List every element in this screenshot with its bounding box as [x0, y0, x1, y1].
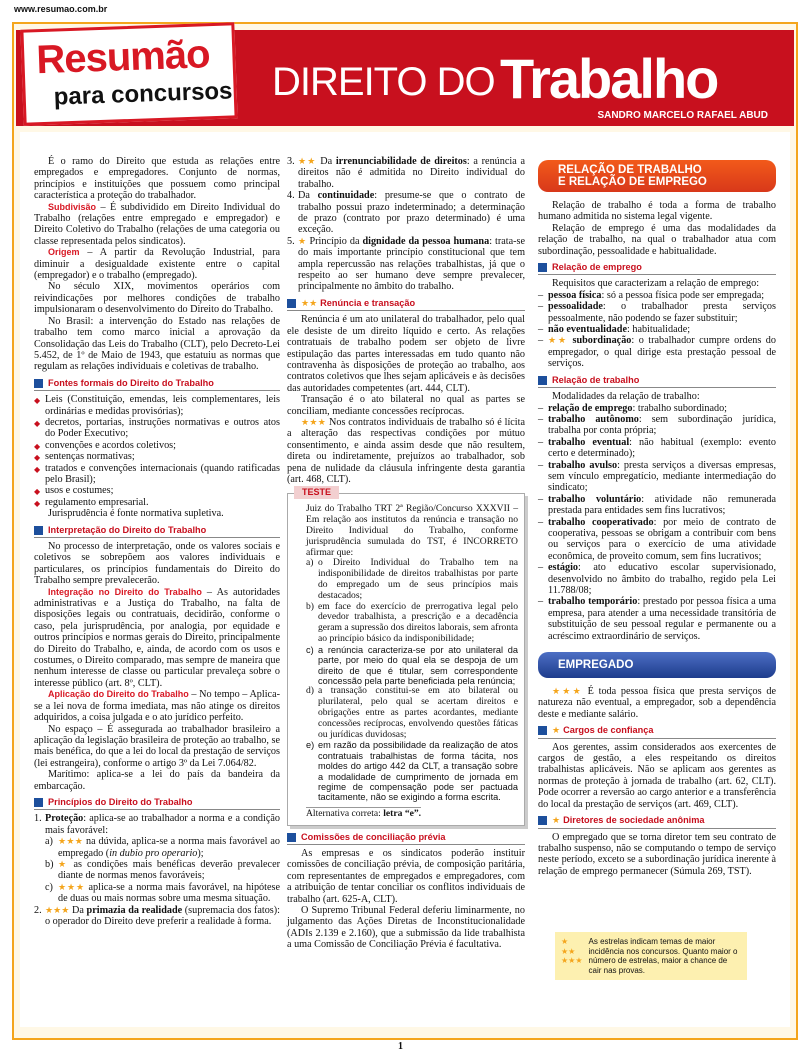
transacao-paragraph: Transação é o ato bilateral no qual as partes se conciliam, mediante concessões recíprocas. [287, 394, 525, 417]
section-square-icon [287, 833, 296, 842]
principle-term: dignidade da pessoa humana [362, 235, 490, 247]
section-header-relacao-emprego [538, 262, 776, 275]
list-item: – trabalho voluntário: atividade não remunerada prestada para entidades sem fins lucrativos; [538, 493, 776, 517]
column-2 [287, 156, 525, 951]
diamond-bullet-icon: ◆ [34, 396, 41, 406]
section-square-icon [538, 726, 547, 735]
brand-logo [20, 22, 237, 125]
list-desc: : trabalho subordinado; [632, 402, 727, 414]
section-square-icon [287, 299, 296, 308]
two-stars-icon: ★★ [548, 335, 569, 346]
three-stars-icon: ★★★ [45, 904, 70, 915]
principle-term: continuidade [317, 190, 375, 202]
list-desc: : atividade não remunerada prestada para entidades sem fins lucrativos; [548, 493, 776, 517]
list-item [34, 440, 280, 451]
principle-pre: Da [298, 190, 318, 202]
section-title: Comissões de conciliação prévia [301, 831, 446, 842]
site-url: www.resumao.com.br [14, 4, 108, 14]
section-title: Relação de emprego [552, 262, 642, 273]
principle-pre: Da [69, 904, 87, 916]
list-item: – trabalho avulso: presta serviços a diversas empresas, sem vínculo empregatício, mediante intermediação do sindicato; [538, 459, 776, 494]
origem-lead: Origem [48, 247, 80, 258]
principle-term: Proteção [45, 813, 84, 825]
one-star-icon: ★ [298, 235, 307, 246]
aplicacao-text: – No tempo – Aplica-se a lei nova de forma imediata, mas não atinge os direitos adquiridos, a coisa julgada e o ato jurídico perfeito. [34, 689, 280, 724]
list-item: – trabalho eventual: não habitual (exemplo: evento certo e determinado); [538, 436, 776, 460]
test-option [306, 686, 518, 740]
list-term: estágio [548, 562, 578, 574]
column-3 [538, 154, 776, 877]
logo-line2: para concursos [53, 77, 233, 111]
diamond-bullet-icon: ◆ [34, 441, 41, 451]
list-item-text: tratados e convenções internacionais (quando ratificadas pelo Brasil); [45, 462, 280, 485]
diamond-bullet-icon: ◆ [34, 418, 41, 428]
list-desc: : ato educativo escolar supervisionado, desenvolvido no âmbito do trabalho, regido pela Lei 11.788/08; [548, 562, 776, 596]
seculo-paragraph: No século XIX, movimentos operários com reivindicações por melhores condições de trabalho impulsionaram o desenvolvimento do Direito do Trabalho. [34, 281, 280, 316]
list-item-text: convenções e acordos coletivos; [45, 439, 176, 451]
option-letter: a) [306, 557, 314, 569]
list-desc: : sem subordinação jurídica, trabalha por conta própria; [548, 413, 776, 437]
title-part2: Trabalho [500, 47, 718, 110]
item-number: 4. [287, 190, 295, 202]
test-option [306, 602, 518, 645]
section-header-principios [34, 797, 280, 810]
section-square-icon [34, 379, 43, 388]
list-item-text: usos e costumes; [45, 485, 114, 497]
section-square-icon [34, 798, 43, 807]
principle-irrenunciabilidade [287, 156, 525, 190]
title-part1: DIREITO DO [272, 60, 495, 104]
section-title: Interpretação do Direito do Trabalho [48, 524, 207, 535]
list-item [34, 463, 280, 486]
principle-text: : presume-se que o contrato de trabalho possui prazo indeterminado; a determinação de prazo (contrato por prazo determinado) é uma exceção. [298, 190, 525, 236]
empregado-text: É toda pessoa física que presta serviços de natureza não eventual, a empregador, sob a dependência deste e mediante salário. [538, 686, 776, 720]
test-question: Juiz do Trabalho TRT 2ª Região/Concurso XXXVII – Em relação aos institutos da renúncia e transação no Direito Individual do Trabalho, conforme jurisprudência sumulada do TST, é INCORRETO afirmar que: [306, 503, 518, 558]
banner-empregado: EMPREGADO [538, 652, 776, 678]
list-desc: : presta serviços a diversas empresas, sem vínculo empregatício, mediante intermediação do sindicato; [548, 459, 776, 494]
relacao-emprego-paragraph: Relação de emprego é uma das modalidades da relação de trabalho, na qual o trabalhador atua com subordinação, pessoalidade e habitualidade. [538, 222, 776, 257]
comissoes-paragraph: As empresas e os sindicatos poderão instituir comissões de conciliação prévia, de composição paritária, com representantes de empregados e empregadores, com a atribuição de tentar conciliar os conflitos individuais de trabalho (art. 625-A, CLT). [287, 847, 525, 905]
nulidade-text: Nos contratos individuais de trabalho só é lícita a alteração das respectivas condições por mútuo consentimento, e ainda assim desde que não resultem, direta ou indiretamente, prejuízos ao trabalhador, sob pena de nulidade da cláusula infringente desta garantia (art. 468, CLT). [287, 416, 525, 485]
list-item [34, 451, 280, 462]
option-letter: b) [306, 600, 314, 612]
list-term: trabalho eventual [548, 436, 630, 448]
diamond-bullet-icon: ◆ [34, 453, 41, 463]
principle-text: : a renúncia a direitos não é admitida no Direito individual do trabalho. [298, 156, 525, 190]
page-content [20, 132, 790, 1027]
latin-phrase: in dubio pro operario [109, 847, 198, 859]
section-header-diretores [538, 815, 776, 828]
option-letter: d) [306, 685, 314, 697]
aplicacao-lead: Aplicação do Direito do Trabalho [48, 689, 189, 700]
diamond-bullet-icon: ◆ [34, 487, 41, 497]
integracao-paragraph [34, 587, 280, 690]
test-option [306, 740, 518, 802]
section-square-icon [538, 816, 547, 825]
answer-value: letra “e”. [383, 807, 422, 819]
list-item: – não eventualidade: habitualidade; [538, 324, 691, 336]
logo-line1: Resumão [35, 32, 211, 83]
item-number: 5. [287, 235, 295, 247]
item-number: 2. [34, 904, 42, 916]
test-option [306, 645, 518, 687]
section-header-renuncia [287, 298, 525, 311]
renuncia-paragraph: Renúncia é um ato unilateral do trabalhador, pelo qual ele desiste de um direito líquido e certo. As relações contratuais de trabalho podem ser objeto de livre estipulação das partes interessadas em tudo quanto não contravenha às disposições de proteção ao trabalho, aos contratos coletivos que lhes sejam aplicáveis e às decisões das autoridades competentes (art. 444, CLT). [287, 314, 525, 394]
subitem-text-end: ); [197, 847, 204, 859]
list-item: – relação de emprego: trabalho subordinado; [538, 402, 727, 414]
requisitos-intro: Requisitos que caracterizam a relação de emprego: [552, 278, 760, 290]
list-item-text: regulamento empresarial. [45, 496, 149, 508]
page-number: 1 [398, 1041, 403, 1052]
list-item-text: Leis (Constituição, emendas, leis complementares, leis ordinárias e medidas provisórias); [45, 394, 280, 417]
one-star-icon: ★ [552, 815, 561, 826]
diamond-bullet-icon: ◆ [34, 498, 41, 508]
two-stars-icon: ★★ [298, 156, 317, 166]
option-letter: e) [306, 740, 315, 751]
list-desc: : só a pessoa física pode ser empregada; [601, 289, 765, 301]
list-desc: : não habitual (exemplo: evento certo e determinado); [548, 436, 776, 460]
list-term: trabalho voluntário [548, 493, 642, 505]
relacao-trabalho-paragraph: Relação de trabalho é toda a forma de trabalho humano admitida no sistema legal vigente. [538, 200, 776, 223]
origem-paragraph [34, 247, 280, 281]
list-item-text: sentenças normativas; [45, 451, 135, 463]
list-term: trabalho avulso [548, 459, 618, 471]
list-term: trabalho autônomo [548, 413, 639, 425]
three-stars-icon: ★★★ [552, 686, 583, 697]
empregado-paragraph [538, 686, 776, 720]
brasil-paragraph: No Brasil: a intervenção do Estado nas relações de trabalho tem como marco inicial a aprovação da Consolidação das Leis do Trabalho (CLT), pelo Decreto-Lei 5.452, de 1º de Maio de 1943, que estatuiu as normas que regulam as relações individuais e coletivas de trabalho. [34, 315, 280, 373]
list-desc: : por meio de contrato de cooperativa, pessoas se obrigam a contribuir com bens ou serviços para o exercício de uma atividade econômica, de proveito comum, sem fins lucrativos; [548, 516, 776, 562]
column-1 [34, 156, 280, 927]
principle-dignidade [287, 236, 525, 293]
integracao-lead: Integração no Direito do Trabalho [48, 586, 202, 597]
section-header-interpretacao [34, 525, 280, 538]
subdivisao-text: – É subdividido em Direito Individual do Trabalho (relações entre empregado e empregador) e Direito Coletivo do Trabalho (relações de uma categoria ou classe representada pelos sindicatos). [34, 201, 280, 247]
section-header-relacao-trabalho [538, 375, 776, 388]
three-stars-icon: ★★★ [58, 881, 86, 892]
section-title: Fontes formais do Direito do Trabalho [48, 377, 214, 388]
list-item: – pessoa física: só a pessoa física pode ser empregada; [538, 289, 765, 301]
item-number: 3. [287, 156, 295, 167]
three-stars-icon: ★★★ [301, 416, 327, 427]
intro-paragraph: É o ramo do Direito que estuda as relações entre empregados e empregadores. Conjunto de normas, princípios e instituições que possuem como principal característica a proteção do trabalhador. [34, 156, 280, 202]
list-term: pessoalidade [548, 301, 603, 313]
option-text: a renúncia caracteriza-se por ato unilateral da parte, por meio do qual ela se despoja de um direito de que é titular, sem correspondente concessão pela parte beneficiada pela renúncia; [318, 644, 518, 686]
list-term: trabalho cooperativado [548, 516, 654, 528]
two-stars-icon: ★★ [301, 297, 318, 308]
three-stars-icon: ★★★ [58, 836, 84, 847]
principle-pre: Princípio da [306, 235, 363, 247]
banner-line1: RELAÇÃO DE TRABALHO [558, 164, 702, 176]
subitem-text: as condições mais benéficas deverão prevalecer diante de normas menos favoráveis; [58, 858, 280, 882]
option-text: em razão da possibilidade da realização de atos contratuais trabalhistas de forma tácita, nos moldes do artigo 442 da CLT, a transação sobre a modalidade de cumprimento de jornada em regime de compensação pode ser pactuada tacitamente, não se exigindo a forma escrita. [318, 740, 518, 803]
subitem-text: aplica-se a norma mais favorável, na hipótese de duas ou mais normas sobre uma mesma situação. [58, 881, 280, 905]
option-letter: c) [306, 644, 314, 655]
origem-text: – A partir da Revolução Industrial, para diminuir a desigualdade existente entre o capital (empregador) e o trabalho (empregado). [34, 247, 280, 282]
section-title: Renúncia e transação [320, 297, 416, 308]
section-header-cargos [538, 725, 776, 738]
banner-relacao [538, 160, 776, 192]
principle-pre: Da [316, 156, 336, 167]
principle-subitem [34, 836, 280, 859]
legend-text: As estrelas indicam temas de maior incidência nos concursos. Quanto maior o número de estrelas, maior a chance de cair nas provas. [588, 937, 738, 975]
section-square-icon [34, 526, 43, 535]
principle-text: : aplica-se ao trabalhador a norma e a condição mais favorável: [45, 813, 280, 836]
principle-text: (supremacia dos fatos): o operador do Direito deve preferir a realidade à forma. [45, 904, 280, 927]
list-term: trabalho temporário [548, 596, 638, 608]
list-item [34, 485, 280, 496]
list-desc: : habitualidade; [626, 324, 691, 336]
list-item: – trabalho temporário: prestado por pessoa física a uma empresa, para atender a uma necessidade transitória de substituição de seu pessoal regular e permanente ou a acréscimo extraordinário de serviços. [538, 596, 776, 642]
principle-term: irrenunciabilidade de direitos [335, 156, 467, 167]
list-desc: : prestado por pessoa física a uma empresa, para atender a uma necessidade transitória de substituição de seu pessoal regular e permanente ou a acréscimo extraordinário de serviços. [548, 596, 776, 642]
banner-line2: E RELAÇÃO DE EMPREGO [558, 176, 707, 188]
principle-text: : trata-se do mais importante princípio constitucional que tem ampla repercussão nas relações trabalhistas, já que o respeito ao ser humano deve sempre prevalecer, principalmente no âmbito do trabalho. [298, 235, 525, 293]
integracao-text: – As autoridades administrativas e a Justiça do Trabalho, na falta de disposições legais ou contratuais, decidirão, conforme o caso, pela jurisprudência, por analogia, por equidade e outros princípios e normas gerais do Direito, principalmente do Direito do Trabalho, e, ainda, de acordo com os usos e costumes, o Direito comparado, mas sempre de maneira que nenhum interesse de classe ou particular prevaleça sobre o interesse público (art. 8º, CLT). [34, 586, 280, 689]
one-star-icon: ★ [552, 725, 561, 736]
star-legend [555, 932, 747, 980]
principle-subitem [34, 859, 280, 882]
list-item-text: decretos, portarias, instruções normativas e outros atos do Poder Executivo; [45, 416, 280, 440]
interpretacao-paragraph: No processo de interpretação, onde os valores sociais e coletivos se sobrepõem aos valores individuais e particulares, os princípios fundamentais do Direito do Trabalho sempre prevalecerão. [34, 541, 280, 587]
espaco-paragraph: No espaço – É assegurada ao trabalhador brasileiro a aplicação da legislação brasileira de proteção ao trabalho, se mais benéfica, do que a lei do local da prestação de serviços (lei estrangeira), conforme o artigo 3º da Lei 7.064/82. [34, 723, 280, 769]
principle-primazia [34, 905, 280, 928]
list-desc: : o trabalhador presta serviços pessoalmente, não podendo se fazer substituir; [548, 301, 776, 324]
principle-term: primazia da realidade [86, 904, 183, 916]
list-item: – trabalho cooperativado: por meio de contrato de cooperativa, pessoas se obrigam a contribuir com bens ou serviços para o exercício de uma atividade econômica, de proveito comum, sem fins lucrativos; [538, 516, 776, 562]
answer-prefix: Alternativa correta: [306, 807, 384, 819]
section-title: Diretores de sociedade anônima [563, 815, 705, 826]
list-item [34, 417, 280, 440]
section-header-fontes [34, 378, 280, 391]
list-item: – ★★ subordinação: o trabalhador cumpre ordens do empregador, o qual dirige esta prestação pessoal de serviços. [538, 335, 776, 370]
subdivisao-lead: Subdivisão [48, 201, 97, 212]
principle-protecao [34, 813, 280, 836]
list-item [34, 394, 280, 417]
maritimo-paragraph: Marítimo: aplica-se a lei do país da bandeira da embarcação. [34, 769, 280, 792]
section-square-icon [538, 263, 547, 272]
list-term: pessoa física [548, 289, 602, 301]
section-title: Relação de trabalho [552, 374, 640, 385]
list-item [34, 497, 280, 508]
legend-stars-icon: ★ ★★ ★★★ [561, 937, 583, 965]
test-option [306, 558, 518, 601]
list-item: – estágio: ato educativo escolar supervisionado, desenvolvido no âmbito do trabalho, regido pela Lei 11.788/08; [538, 562, 776, 596]
stf-paragraph: O Supremo Tribunal Federal deferiu liminarmente, no julgamento das Ações Diretas de Inconstitucionalidade (ADIs 2.139 e 2.160), que a submissão da lide trabalhista a uma Comissão de Conciliação Prévia é facultativa. [287, 905, 525, 951]
list-item: – trabalho autônomo: sem subordinação jurídica, trabalha por conta própria; [538, 413, 776, 437]
list-term: relação de emprego [548, 402, 633, 414]
test-answer [306, 807, 421, 820]
diretores-paragraph: O empregado que se torna diretor tem seu contrato de trabalho suspenso, não se computando o tempo de serviço neste período, exceto se a subordinação jurídica inerente à relação de emprego permanecer (Súmula 269, TST). [538, 831, 776, 877]
diamond-bullet-icon: ◆ [34, 464, 41, 474]
one-star-icon: ★ [58, 858, 69, 869]
subitem-letter: a) [45, 836, 53, 848]
modalidades-intro: Modalidades da relação de trabalho: [552, 391, 700, 403]
option-text: o Direito Individual do Trabalho tem na indisponibilidade de direitos trabalhistas por parte do empregado um de seus princípios mais destacados; [318, 557, 518, 601]
list-term: não eventualidade [548, 324, 627, 336]
subitem-letter: c) [45, 881, 53, 893]
section-header-comissoes [287, 832, 525, 845]
list-desc: : o trabalhador cumpre ordens do empregador, o qual dirige esta prestação pessoal de serviços. [548, 335, 776, 370]
cargos-paragraph: Aos gerentes, assim considerados aos exercentes de cargos de gestão, a eles respeitando os direitos trabalhistas aplicáveis. Não se aplicam aos gerentes as normas de proteção à jornada de trabalho (art. 62, CLT). Pode ocorrer a reversão ao cargo anterior e a transferência do local da prestação de serviços (art. 469, CLT). [538, 741, 776, 810]
item-number: 1. [34, 813, 42, 825]
section-title: Princípios do Direito do Trabalho [48, 796, 193, 807]
subdivisao-paragraph [34, 202, 280, 248]
subitem-letter: b) [45, 858, 54, 870]
option-text: em face do exercício de prerrogativa legal pelo devedor trabalhista, a prescrição e a decadência geram a supressão dos direitos laborais, sem afronta ao princípio básico da indisponibilidade; [318, 600, 518, 644]
test-label: TESTE [294, 486, 339, 499]
principle-continuidade [287, 190, 525, 236]
list-term: subordinação [572, 335, 632, 347]
author-name: SANDRO MARCELO RAFAEL ABUD [597, 110, 768, 121]
nulidade-paragraph [287, 417, 525, 485]
aplicacao-paragraph [34, 689, 280, 723]
list-item: – pessoalidade: o trabalhador presta serviços pessoalmente, não podendo se fazer substituir; [538, 301, 776, 324]
section-title: Cargos de confiança [563, 725, 654, 736]
subitem-text: na dúvida, aplica-se a norma mais favorável ao empregado ( [58, 836, 280, 859]
option-text: a transação constitui-se em ato bilateral ou plurilateral, pelo qual se acertam direitos e obrigações entre as partes acordantes, mediante concessões recíprocas, envolvendo questões fáticas ou jurídicas duvidosas; [318, 685, 518, 740]
principle-subitem [34, 882, 280, 905]
test-box [287, 487, 525, 825]
jurisprudencia-note: Jurisprudência é fonte normativa supletiva. [48, 508, 224, 520]
section-square-icon [538, 376, 547, 385]
